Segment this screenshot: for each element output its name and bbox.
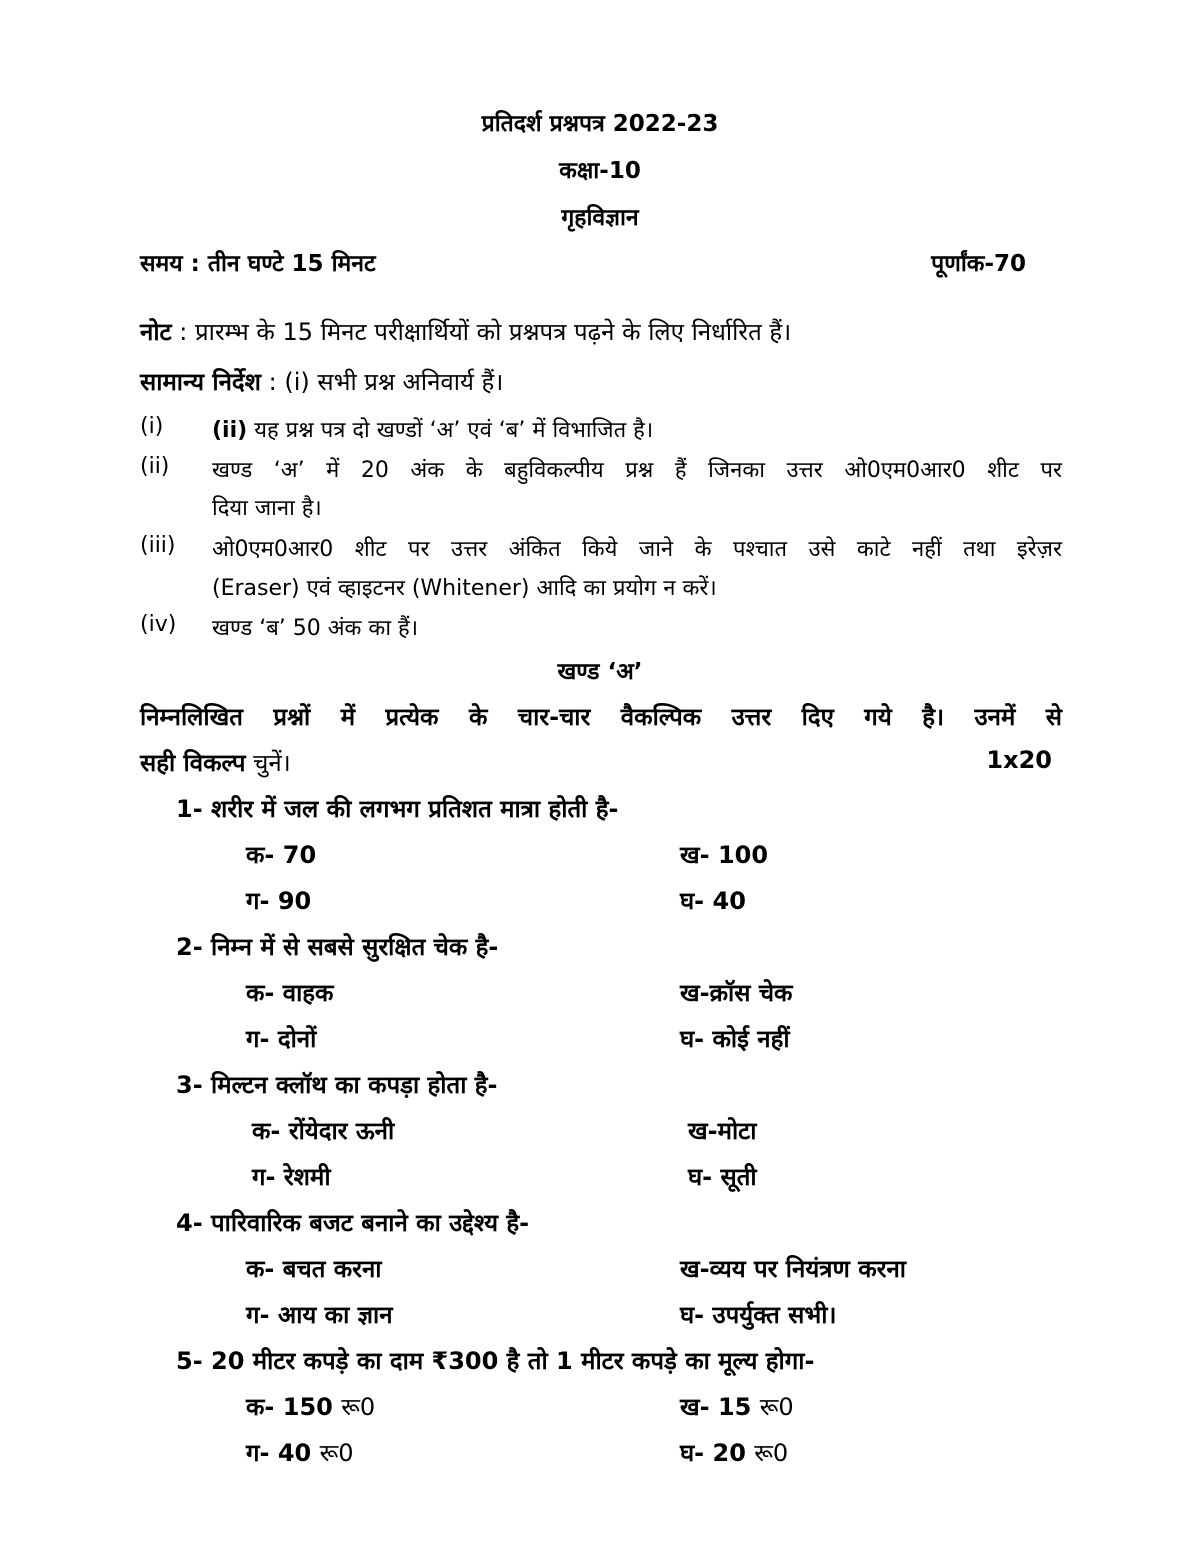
section-intro: निम्नलिखित प्रश्नों में प्रत्येक के चार-चार वैकल्पिक उत्तर दिए गये है। उनमें से	[140, 703, 1062, 731]
instruction-number: (iii)	[140, 533, 176, 558]
subject-label: गृहविज्ञान	[561, 205, 639, 231]
option-kha: ख-व्यय पर नियंत्रण करना	[680, 1255, 906, 1283]
note-text: : प्रारम्भ के 15 मिनट परीक्षार्थियों को प्रश्नपत्र पढ़ने के लिए निर्धारित हैं।	[179, 318, 792, 346]
question-4: 4- पारिवारिक बजट बनाने का उद्देश्य है-	[176, 1209, 530, 1237]
general-label: सामान्य निर्देश	[140, 368, 261, 396]
option-gha: घ- उपर्युक्त सभी।	[680, 1301, 837, 1329]
option-ka: क- 70	[246, 841, 317, 869]
instruction-text-continued: दिया जाना है।	[212, 496, 322, 521]
note-label: नोट	[140, 318, 172, 346]
currency-unit: रू0	[319, 1439, 354, 1467]
option-ka: क- बचत करना	[246, 1255, 382, 1283]
option-ga: ग- रेशमी	[252, 1163, 331, 1191]
option-ka: क- वाहक	[246, 979, 334, 1007]
option-ga: ग- 90	[246, 887, 312, 915]
currency-unit: रू0	[341, 1393, 376, 1421]
instruction-text: खण्ड ‘अ’ में 20 अंक के बहुविकल्पीय प्रश्न हैं जिनका उत्तर ओ0एम0आर0 शीट पर	[212, 458, 1062, 483]
currency-unit: रू0	[754, 1439, 789, 1467]
instruction-text: यह प्रश्न पत्र दो खण्डों ‘अ’ एवं ‘ब’ में विभाजित है।	[254, 418, 654, 443]
section-heading: खण्ड ‘अ’	[557, 659, 643, 685]
note-line	[140, 315, 791, 348]
option-ga: ग- दोनों	[246, 1025, 317, 1053]
option-ga	[246, 1436, 354, 1469]
option-value: घ- 20	[680, 1439, 746, 1467]
paper-title: प्रतिदर्श प्रश्नपत्र 2022-23	[481, 111, 719, 137]
option-ka: क- रोंयेदार ऊनी	[252, 1117, 395, 1145]
section-intro-continued	[140, 746, 291, 779]
instruction-item	[212, 414, 653, 444]
option-kha	[680, 1390, 794, 1423]
option-gha	[680, 1436, 788, 1469]
option-gha: घ- सूती	[688, 1163, 757, 1191]
class-label: कक्षा-10	[559, 158, 641, 184]
currency-unit: रू0	[759, 1393, 794, 1421]
question-2: 2- निम्न में से सबसे सुरक्षित चेक है-	[176, 933, 499, 961]
question-3: 3- मिल्टन क्लॉथ का कपड़ा होता है-	[176, 1071, 498, 1099]
option-value: क- 150	[246, 1393, 333, 1421]
intro-normal: चुनें।	[253, 749, 291, 777]
option-ga: ग- आय का ज्ञान	[246, 1301, 393, 1329]
section-marks: 1x20	[986, 746, 1052, 774]
option-kha: ख-मोटा	[688, 1117, 757, 1145]
option-ka	[246, 1390, 375, 1423]
instruction-number: (iv)	[140, 612, 177, 637]
option-value: ख- 15	[680, 1393, 752, 1421]
question-5: 5- 20 मीटर कपड़े का दाम ₹300 है तो 1 मीटर कपड़े का मूल्य होगा-	[176, 1347, 815, 1375]
option-gha: घ- कोई नहीं	[680, 1025, 790, 1053]
time-label: समय : तीन घण्टे 15 मिनट	[140, 251, 376, 277]
instruction-text: ओ0एम0आर0 शीट पर उत्तर अंकित किये जाने के पश्चात उसे काटे नहीं तथा इरेज़र	[212, 537, 1062, 562]
option-value: ग- 40	[246, 1439, 312, 1467]
option-kha: ख-क्रॉस चेक	[680, 979, 793, 1007]
instruction-text-continued: (Eraser) एवं व्हाइटनर (Whitener) आदि का प्रयोग न करें।	[212, 576, 717, 601]
option-gha: घ- 40	[680, 887, 746, 915]
question-1: 1- शरीर में जल की लगभग प्रतिशत मात्रा होती है-	[176, 795, 619, 823]
instruction-number: (ii)	[140, 454, 170, 479]
instruction-bold-number: (ii)	[212, 418, 248, 443]
intro-bold: सही विकल्प	[140, 749, 246, 777]
total-marks: पूर्णांक-70	[931, 251, 1026, 277]
general-instruction-line	[140, 365, 503, 398]
instruction-number: (i)	[140, 414, 164, 439]
option-kha: ख- 100	[680, 841, 769, 869]
general-text: : (i) सभी प्रश्न अनिवार्य हैं।	[268, 368, 504, 396]
instruction-text: खण्ड ‘ब’ 50 अंक का हैं।	[212, 616, 419, 641]
